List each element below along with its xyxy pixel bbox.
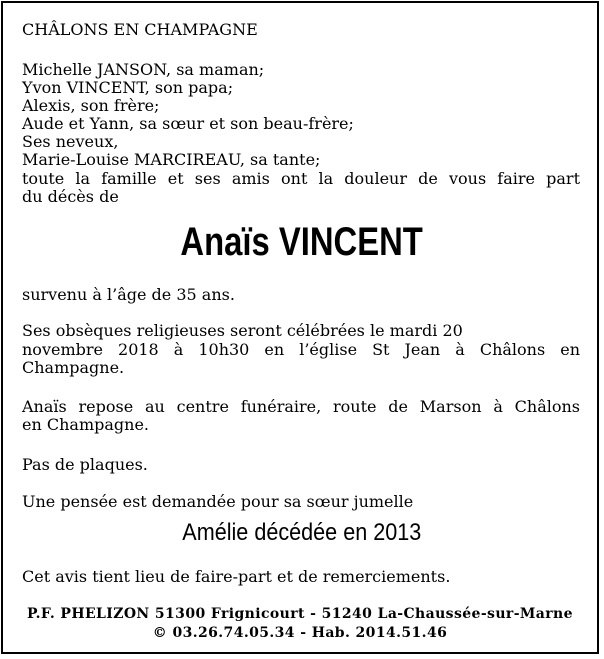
deceased-name: Anaïs VINCENT: [180, 220, 423, 264]
funeral-home-line: P.F. PHELIZON 51300 Frignicourt - 51240 La-Chaussée-sur-Marne: [27, 606, 573, 622]
family-line-7: toute la famille et ses amis ont la douleur de vous faire part: [22, 169, 580, 188]
funeral-line-2: novembre 2018 à 10h30 en l’église St Jean à Châlons en: [22, 340, 580, 359]
family-line-5: Ses neveux,: [22, 132, 119, 151]
family-line-4: Aude et Yann, sa sœur et son beau-frère;: [22, 114, 354, 133]
family-line-8: du décès de: [22, 187, 119, 206]
no-plaques-line: Pas de plaques.: [22, 455, 148, 474]
closing-line: Cet avis tient lieu de faire-part et de remerciements.: [22, 567, 451, 586]
funeral-home-contact: © 03.26.74.05.34 - Hab. 2014.51.46: [152, 625, 448, 641]
family-line-3: Alexis, son frère;: [22, 96, 160, 115]
funeral-line-1: Ses obsèques religieuses seront célébrées le mardi 20: [22, 321, 463, 340]
family-line-6: Marie-Louise MARCIREAU, sa tante;: [22, 150, 321, 169]
rest-line-1: Anaïs repose au centre funéraire, route de Marson à Châlons: [22, 397, 580, 416]
funeral-line-3: Champagne.: [22, 358, 125, 377]
family-line-1: Michelle JANSON, sa maman;: [22, 60, 265, 79]
city-heading: CHÂLONS EN CHAMPAGNE: [22, 20, 258, 39]
age-line: survenu à l’âge de 35 ans.: [22, 285, 235, 304]
thought-line: Une pensée est demandée pour sa sœur jumelle: [22, 492, 414, 511]
family-line-2: Yvon VINCENT, son papa;: [22, 78, 234, 97]
rest-line-2: en Champagne.: [22, 415, 149, 434]
twin-sister-line: Amélie décédée en 2013: [182, 519, 422, 546]
